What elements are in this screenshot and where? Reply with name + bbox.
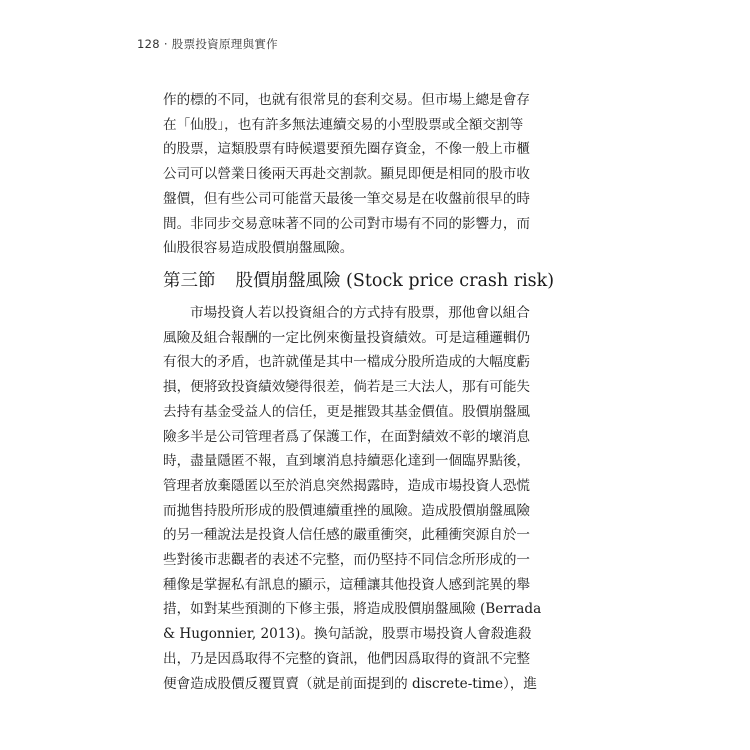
header-separator: · [163, 37, 168, 51]
text-line: & Hugonnier, 2013)。換句話說，股票市場投資人會殺進殺 [163, 626, 532, 643]
text-line: 的股票，這類股票有時候還要預先圈存資金，不像一般上市櫃 [163, 141, 531, 158]
text-line: 風險及組合報酬的一定比例來衡量投資績效。可是這種邏輯仍 [163, 329, 531, 346]
text-line: 時，盡量隱匿不報，直到壞消息持續惡化達到一個臨界點後， [163, 453, 531, 470]
text-line: 市場投資人若以投資組合的方式持有股票，那他會以組合 [190, 305, 530, 321]
paragraph-2 [163, 301, 557, 696]
text-line: 在「仙股」，也有許多無法連續交易的小型股票或全額交割等 [163, 116, 524, 133]
text-line: 出，乃是因爲取得不完整的資訊，他們因爲取得的資訊不完整 [163, 650, 531, 667]
text-line: 盤價，但有些公司可能當天最後一筆交易是在收盤前很早的時 [163, 190, 531, 207]
text-line: 間。非同步交易意味著不同的公司對市場有不同的影響力，而 [163, 215, 531, 232]
text-line: 而拋售持股所形成的股價連續重挫的風險。造成股價崩盤風險 [163, 502, 531, 519]
text-line: 去持有基金受益人的信任，更是摧毀其基金價值。股價崩盤風 [163, 403, 531, 420]
text-line: 作的標的不同，也就有很常見的套利交易。但市場上總是會存 [163, 92, 531, 108]
running-head [137, 36, 278, 52]
section-title: 股價崩盤風險 (Stock price crash risk) [235, 271, 555, 291]
text-line: 有很大的矛盾，也許就僅是其中一檔成分股所造成的大幅度虧 [163, 354, 531, 371]
section-number: 第三節 [163, 271, 216, 291]
text-line: 些對後市悲觀者的表述不完整，而仍堅持不同信念所形成的一 [163, 552, 531, 569]
text-line: 的另一種說法是投資人信任感的嚴重衝突，此種衝突源自於一 [163, 527, 531, 544]
text-line: 措，如對某些預測的下修主張，將造成股價崩盤風險 (Berrada [163, 601, 542, 618]
text-line: 便會造成股價反覆買賣（就是前面提到的 discrete-time），進 [163, 675, 538, 692]
section-heading [163, 269, 557, 293]
book-title: 股票投資原理與實作 [171, 37, 278, 51]
paragraph-1 [163, 88, 557, 261]
text-line: 公司可以營業日後兩天再赴交割款。顯見即便是相同的股市收 [163, 166, 531, 183]
page-number: 128 [137, 37, 160, 51]
text-line: 險多半是公司管理者爲了保護工作，在面對績效不彰的壞消息 [163, 428, 531, 445]
text-line: 損，便將致投資績效變得很差，倘若是三大法人，那有可能失 [163, 379, 531, 396]
text-line: 仙股很容易造成股價崩盤風險。 [163, 240, 354, 257]
text-line: 種像是掌握私有訊息的顯示，這種讓其他投資人感到詫異的舉 [163, 576, 531, 593]
text-line: 管理者放棄隱匿以至於消息突然揭露時，造成市場投資人恐慌 [163, 477, 531, 494]
